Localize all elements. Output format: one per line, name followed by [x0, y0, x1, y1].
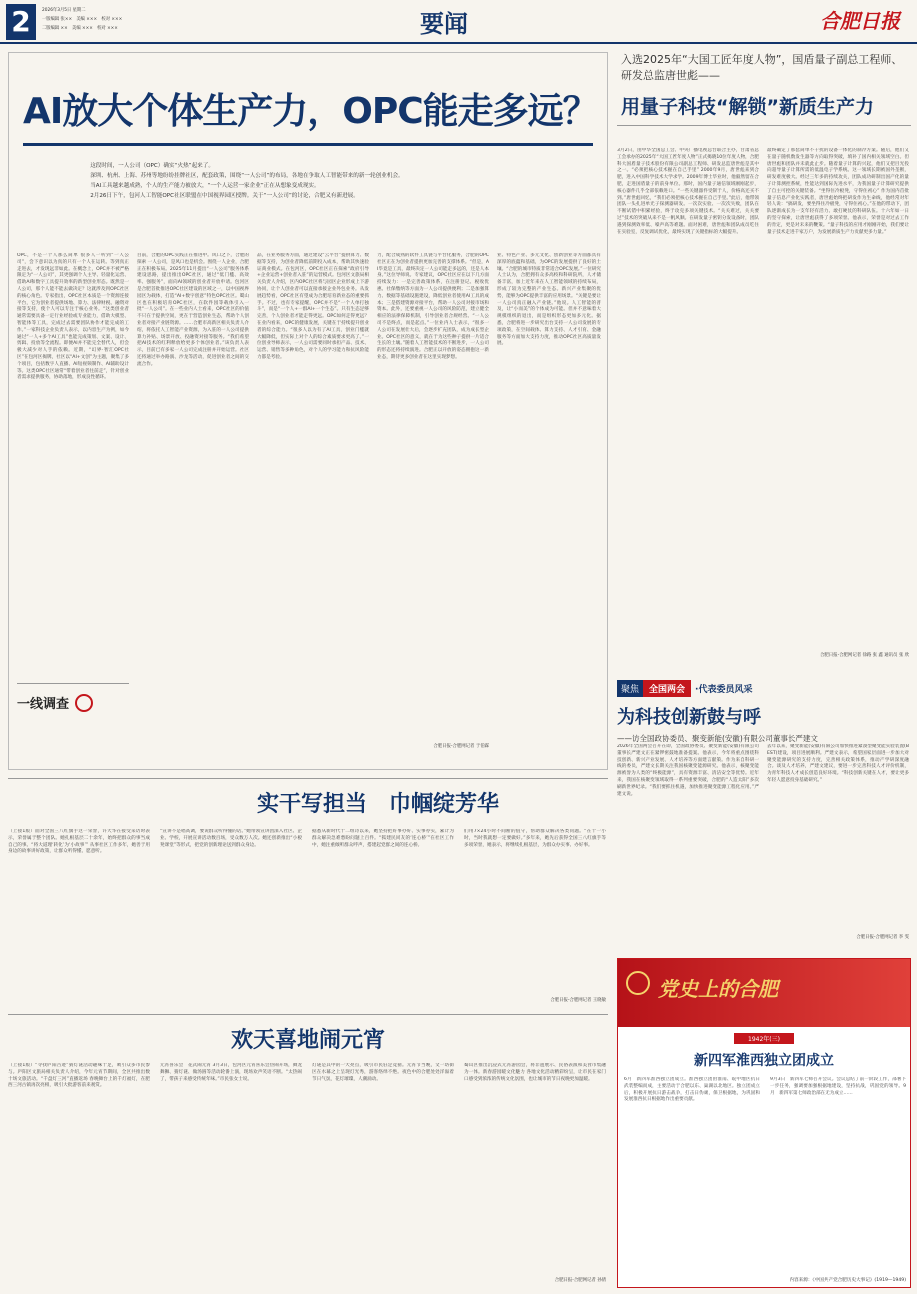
signature-box [17, 683, 129, 721]
two-sessions-column-1: 2026年全国两会召开在即，全国政协委员、聚变新能(安徽)有限公司董事长严建文正在紧锣密鼓地准备提案。他表示，今年将重点围绕科技创新、新兴产业发展、人才培养等方面建言献策。作为来自科研一线的委员，严建文长期关注我国核聚变能源研究。他表示，核聚变能源被誉为人类的“终极能源”，具有资源丰富、清洁安全等优势。近年来，我国在核聚变领域取得一系列重要突破，合肥的“人造太阳”多次刷新世界纪录。“我们要抓住机遇，加快推进聚变能源工程化应用。”严建文说。 [617, 744, 759, 797]
badge-tail: ·代表委员风采 [695, 685, 753, 695]
lead-column-5: 业、特色产业、多元文化、创新创业等方面都具有深厚的底蕴和基础，为OPC的发展提供了良好的土壤。“合肥的城市特质非常适合OPC发展。”一位研究人士认为，合肥拥有众多高校和科研院所，人才储备丰富，加上近年来在人工智能领域的持续布局，形成了较为完整的产业生态。新兴产业集聚的优势，能够为OPC提供丰富的应用场景。“关键是要让一人公司真正融入产业链。”他说。人工智能的普及，让“小而美”的个体成为可能。但并不意味着大规模组织的退出，而是组织形态更加多元化。据悉，合肥将进一步研究出台支持一人公司发展的专项政策，在空间载体、算力支持、人才引育、金融服务等方面加大支持力度，推动OPC社区高质量发展。 [497, 253, 601, 347]
badge-focus: 聚焦 [617, 680, 643, 697]
signature-label: 一线调查 [17, 697, 70, 712]
lead-byline: 合肥日报-合肥网记者 于伯霖 [433, 744, 489, 749]
lead-column-1: OPC，不是一个人那么简单 很多人一听到“一人公司”，会下意识以为真的只有一个人在运转。等到真正走进去，才发现远非如此。在概念上，OPC并不被严格限定为“一人公司”，其更强调个人主导、轻量化运营、借助AI和数字工具提升效率的新型创业形态。既然是一人公司，那个人能不能去做决定？这就涉及到OPC社区的核心角色。专家指出，OPC社区本质是一个资源连接平台，它为创业者提供场地、算力、法律财税、融资对接等支持，使个人可以专注于核心业务。“这类创业者通常需要具备一定行业经验或专业能力，借助大模型、智能体等工具，完成过去需要团队协作才能完成的工作。”一家科技企业负责人表示，以内容生产为例，如今通过“一人+多个AI工具”也能完成策划、文案、设计、剪辑、投放等全流程。即便AI并不能完全替代人，但会极大减少对人手的依赖。近期，“幻界·智汇OPC社区”在包河区揭牌，社区以“AI+文创”为主题，聚集了多个项目，包括数字人直播、AI短视频制作、AI辅助设计等。这类OPC社区通常“带着创业者往前走”，针对创业者需求提供服务，协助落地，形成良性循环。 [17, 253, 129, 381]
women-column-2: “宣讲不是唱高调，要说群众听得懂的话。”她带领宣讲团深入社区、企业、学校，开展宣讲活动数百场，受众数万人次。她还创新推出“小板凳课堂”等形式，把党的创新理论送到群众身边。 [160, 829, 302, 848]
quantum-byline: 合肥日报-合肥网记者 徐路 张 鑫 通讯员 张 欣 [820, 653, 909, 658]
quantum-column-1: 3月2日，由中华全国总工会、中央广播电视总台联合主办，甘肃省总工会承办的2025年“大国工匠年度人物”正式揭晓10位年度人物，合肥科大国盾量子技术股份有限公司副总工程师、研发总监唐世彪是其中之一。“必须把核心技术握在自己手里” 2000年9月，唐世彪来到合肥，进入中国科学技术大学求学。2009年博士毕业时，他毅然留在合肥，走进国盾量子的前身单位。那时，国内量子通信领域刚刚起步，核心器件几乎全部依赖进口。“一些关键器件受制于人，价格高还买不到。”唐世彪回忆，“我们必须把核心技术握在自己手里。”此后，他带领团队一头扎进单光子探测器研发。一次次实验、一次次失败，团队在不断试错中积累经验，终于攻克多项关键技术。“关关难过，关关要过”技术的突破从来不是一帆风顺。在研发量子密钥分发设备时，团队遇到探测效率低、噪声高等难题。面对困难，唐世彪和团队成员吃住在实验室，反复调试优化，最终实现了关键指标的大幅提升。 [617, 148, 759, 235]
quantum-headline: 用量子科技“解锁”新质生产力 [621, 96, 874, 118]
party-emblem-icon [626, 971, 650, 995]
women-column-4: 们用7×24小时不间断的值守，帮助群众解决各类问题。“在十一小时，当时我就想一定要做好。”多年来，她先后获得全国三八红旗手等多项荣誉，她表示，将继续扎根基层，为群众办实事、办好事。 [464, 829, 606, 848]
lead-intro: 这段时间，一人公司（OPC）确实“火热”起来了。 深圳、杭州、上海、苏州等地纷纷挂牌社区，配套政策，围绕“一人公司”的布局，各地在争取人工智能带来的新一轮创业机会。 当AI工具越来越成熟，个人的生产能力被放大，“一个人运营一家企业”正在从想象变成现实。 2月26日下午，包河人工智能OPC社区联盟在中国视界园区授牌。关于“一人公司”的讨论，合肥又有新进展。 [90, 163, 404, 199]
women-column-3: 据悉从新时代十二组诗以来，她坚持把好事办好、实事办实，累计为群众解决急难愁盼问题上百件。“狐建民同友的‘连心桥’”在社区工作中，她注重倾听群众呼声，搭建起党群之间的连心桥。 [312, 829, 454, 848]
lantern-byline: 合肥日报-合肥网记者 孙倩 [554, 1278, 606, 1283]
masthead [0, 0, 917, 44]
lantern-column-2: 元宵喜乐会 花式闹元宵 3月3日，包河区元宵喜乐会热闹开场，舞龙舞狮、猜灯谜、做汤圆等活动轮番上演，现场欢声笑语不断。“太热闹了，带孩子来感受传统年味。”市民张女士说。 [160, 1063, 302, 1082]
two-sessions-badge [617, 680, 911, 697]
lantern-headline: 欢天喜地闹元宵 [230, 1028, 385, 1053]
two-sessions-subhead: ——访全国政协委员、聚变新能(安徽)有限公司董事长严建文 [617, 734, 818, 743]
two-sessions-byline: 合肥日报-合肥网记者 李 雯 [856, 935, 909, 940]
party-history-title: 党史上的合肥 [658, 977, 778, 1001]
lead-column-3: 品，在业务服务方面，通过建设“云平台”提供算力、数据等支持，为创业者降低前期投入成本，帮助其快速验证商业模式。在包河区，OPC社区正在探索“政府引导+企业运营+创业者入驻”的运营模式。包河区文旅局相关负责人介绍，区内OPC社区将与园区企业形成上下游协同，让个人创业者可以直接承接企业外包业务。从发展趋势看，OPC社区有望成为合肥培育新业态的重要抓手。不过，也有专家提醒，OPC并不是“一个人单打独斗”，而是“一个人+一群AI+一个生态”。只有生态足够完善，个人创业者才能走得更远。OPC如何走得更远？在业内看来，OPC的健康发展，关键在于持续提升创业者的综合能力。“很多人以为有了AI工具，创业门槛就大幅降低，但实际上对个人的综合素质要求更高了。”一位创业导师表示，一人公司需要同时承担产品、技术、运营、销售等多种角色，对个人的学习能力和抗风险能力都是考验。 [257, 253, 369, 360]
lantern-column-4: 蜀山区推出沉浸式元宵游园会，将非遗展示、民俗表演和美食市集融为一体。新春游园暖文化魅力 各地文化活动精彩纷呈，让市民在家门口感受到浓浓的传统文化氛围，也让城市的节日夜晚更加温暖。 [464, 1063, 606, 1082]
party-history-source: 内容来源：《中国共产党合肥历史大事记》(1919—1949) [789, 1278, 906, 1283]
party-history-box [617, 958, 911, 1288]
section-title: 要闻 [420, 9, 468, 38]
badge-main: 全国两会 [643, 680, 691, 697]
quantum-kicker: 入选2025年“大国工匠年度人物”，国盾量子副总工程师、研发总监唐世彪—— [621, 53, 903, 82]
seal-icon [75, 694, 93, 712]
lead-headline: AI放大个体生产力，OPC能走多远？ [23, 91, 598, 132]
lantern-column-3: 灯谜是其中的一大亮点，吸引市民驻足竞猜。元宵节当晚，文一坊街区在水幕之上呈现灯光秀，游客络绎不绝。夜色中的合肥处处洋溢着节日气氛，花灯璀璨，人潮涌动。 [312, 1063, 454, 1082]
lead-story [8, 52, 608, 770]
page-number: 2 [6, 4, 36, 40]
quantum-rule [617, 125, 911, 126]
party-history-date-tag: 1942年(三) [734, 1033, 794, 1044]
quantum-story [617, 52, 911, 672]
newspaper-logo: 合肥日报 [820, 9, 900, 33]
women-byline: 合肥日报-合肥网记者 王晓敏 [550, 998, 606, 1003]
lead-headline-rule [23, 143, 593, 146]
lead-column-2: 目前，合肥的OPC实践正在推进中。风口之下，合肥的探索 一人公司，是风口也是机会。围绕一人企业，合肥正在积极布局。2025年11月提出“一人公司”服务体系建设思路，提出推出OPC社区，通过“低门槛、高效率、强服务”，面向AI领域的创业者开放申请。包河区是合肥首批推进OPC社区建设的区域之一，以中国视界园区为载体，打造“AI+数字创意”特色OPC社区。蜀山区也在积极培育OPC社区，在软件园等载体引入一批“一人公司”。在一些业内人士看来，OPC社区的价值不只在于提供空间，更在于营造创业生态，帮助个人创业者对接产业链资源。……合肥市高新区相关负责人介绍，将依托人工智能产业资源，为入驻的一人公司提供算力补贴、场景开放、投融资对接等服务。“我们希望把AI技术的红利释放给更多个体创业者。”该负责人表示，目前已有多家一人公司完成注册并开始运营。社区还将通过举办路演、沙龙等活动，促进创业者之间的交流合作。 [137, 253, 249, 367]
women-story [8, 778, 608, 1008]
date-line: 2026年3月5日 星期二 一版编辑 张×× 美编 ××× 校对 ××× 二版编辑 ×× 美编 ××× 校对 ××× [42, 8, 123, 31]
women-headline: 实干写担当 巾帼绽芳华 [256, 792, 499, 817]
lantern-column-1: （上接1版）“寻找庐阳古迹”猜灯谜活动趣味十足，吸引众多市民参与。庐阳区文旅局相关负责人介绍，今年元宵节期间，全区共推出数十场文旅活动。“千盘灯三河”直播返场 春晚舞台上的千灯福灯，在肥西三河古镇再次亮相，吸引大批游客前来观赏。 [8, 1063, 150, 1089]
quantum-column-2: 最终确定了那套简单不干扰的设备一体化的制冷方案。随后，他们又在量子随机数发生器等方向取得突破，填补了国内相关领域空白。但唐世彪和团队并未就此止步。随着量子计算的兴起，他们又把目光投向超导量子计算所需的低温电子学系统。这一领域长期被国外垄断，研发难度极大。经过三年多的持续攻关，团队成功研制出国产化的量子计算测控系统，性能达到国际先进水平，为我国量子计算研究提供了自主可控的关键装备。“坐得住冷板凳，守得住初心” 作为国内首批量子信息产业化实践者，唐世彪始终把研发作为生命线，他经常对年轻人说：“搞研发，要坐得住冷板凳，守得住初心。”在他的带动下，团队逐渐成长为一支年轻有活力、敢打硬仗的科研队伍。十六年如一日的坚守探索，让唐世彪获得了多项荣誉。他表示，荣誉是对过去工作的肯定，更是对未来的鞭策。“量子科技的应用才刚刚开始，我们要让量子技术走进千家万户，为发展新质生产力贡献更多力量。” [767, 148, 909, 235]
two-sessions-column-2: 去年以来，聚变新能(安徽)有限公司加快推进紧凑型聚变能实验装置(BEST)建设，项目进展顺利。严建文表示，希望国家层面进一步加大对聚变能源研究的支持力度，完善相关政策体系，推动产学研深度融合。谈及人才培养，严建文建议，要进一步完善科技人才评价机制，为青年科技人才成长创造良好环境。“科技创新关键在人才，要让更多年轻人愿意投身基础研究。” [767, 744, 909, 783]
two-sessions-story [617, 680, 911, 950]
party-history-banner [618, 959, 910, 1027]
lead-column-4: 力，配合成熟的软件工具链与平台化服务，合肥的OPC社区正在为创业者提供更加完善的支撑体系。“但是，AI毕竟是工具，最终决定一人公司能走多远的，还是人本身。”这位导师说。专家建议，OPC社区应在以下几方面持续发力：一是完善政策体系，在注册登记、税收优惠、社保缴纳等方面为一人公司提供便利；二是加强算力、数据等基础设施建设，降低创业者使用AI工具的成本；三是搭建资源对接平台，帮助一人公司对接市场和资本。此外，还要重视一人公司的风险防范，建立健全相应的法律保障机制，引导创业者合规经营。“一人公司不是终点，而是起点。”一位业内人士表示，“很多一人公司在发展壮大后，会逐步扩充团队，成为成长型企业。OPC社区的意义，就在于为这些种子提供一片适合生长的土壤。”随着人工智能技术的不断进步，一人公司的形态还将持续演进。合肥正以开放的姿态拥抱这一新业态，期待更多创业者在这里实现梦想。 [377, 253, 489, 360]
lantern-story [8, 1014, 608, 1290]
women-column-1: （上接1版）面对全国三八红旗手这一荣誉，许大华在接受采访时表示，荣誉属于整个团队。她扎根基层二十余年，始终把群众的事当成自己的事。“将大道理‘转化’为‘小故事’” 从事社区工作多年，她善于用身边的故事讲好政策，让群众听得懂、愿意听。 [8, 829, 150, 855]
party-history-headline: 新四军淮西独立团成立 [694, 1053, 834, 1069]
two-sessions-headline: 为科技创新鼓与呼 [617, 707, 761, 728]
party-history-column-2: 9月3日 新四军七师召开会议。会议总结了前一阶段工作，部署下一步任务，强调要加强根据地建设，坚持抗战，巩固党的领导。9月 新四军第七师政治部在无为成立…… [770, 1077, 906, 1096]
party-history-column-1: 6月 新四军淮西独立团成立。淮西独立团由淮南、皖中地区抗日武装整编而成，主要活动于合肥以东、巢湖以北地区。独立团成立后，积极开展抗日游击战争，打击日伪顽，保卫根据地，为巩固和发展淮西抗日根据地作出重要贡献。 [624, 1077, 760, 1103]
